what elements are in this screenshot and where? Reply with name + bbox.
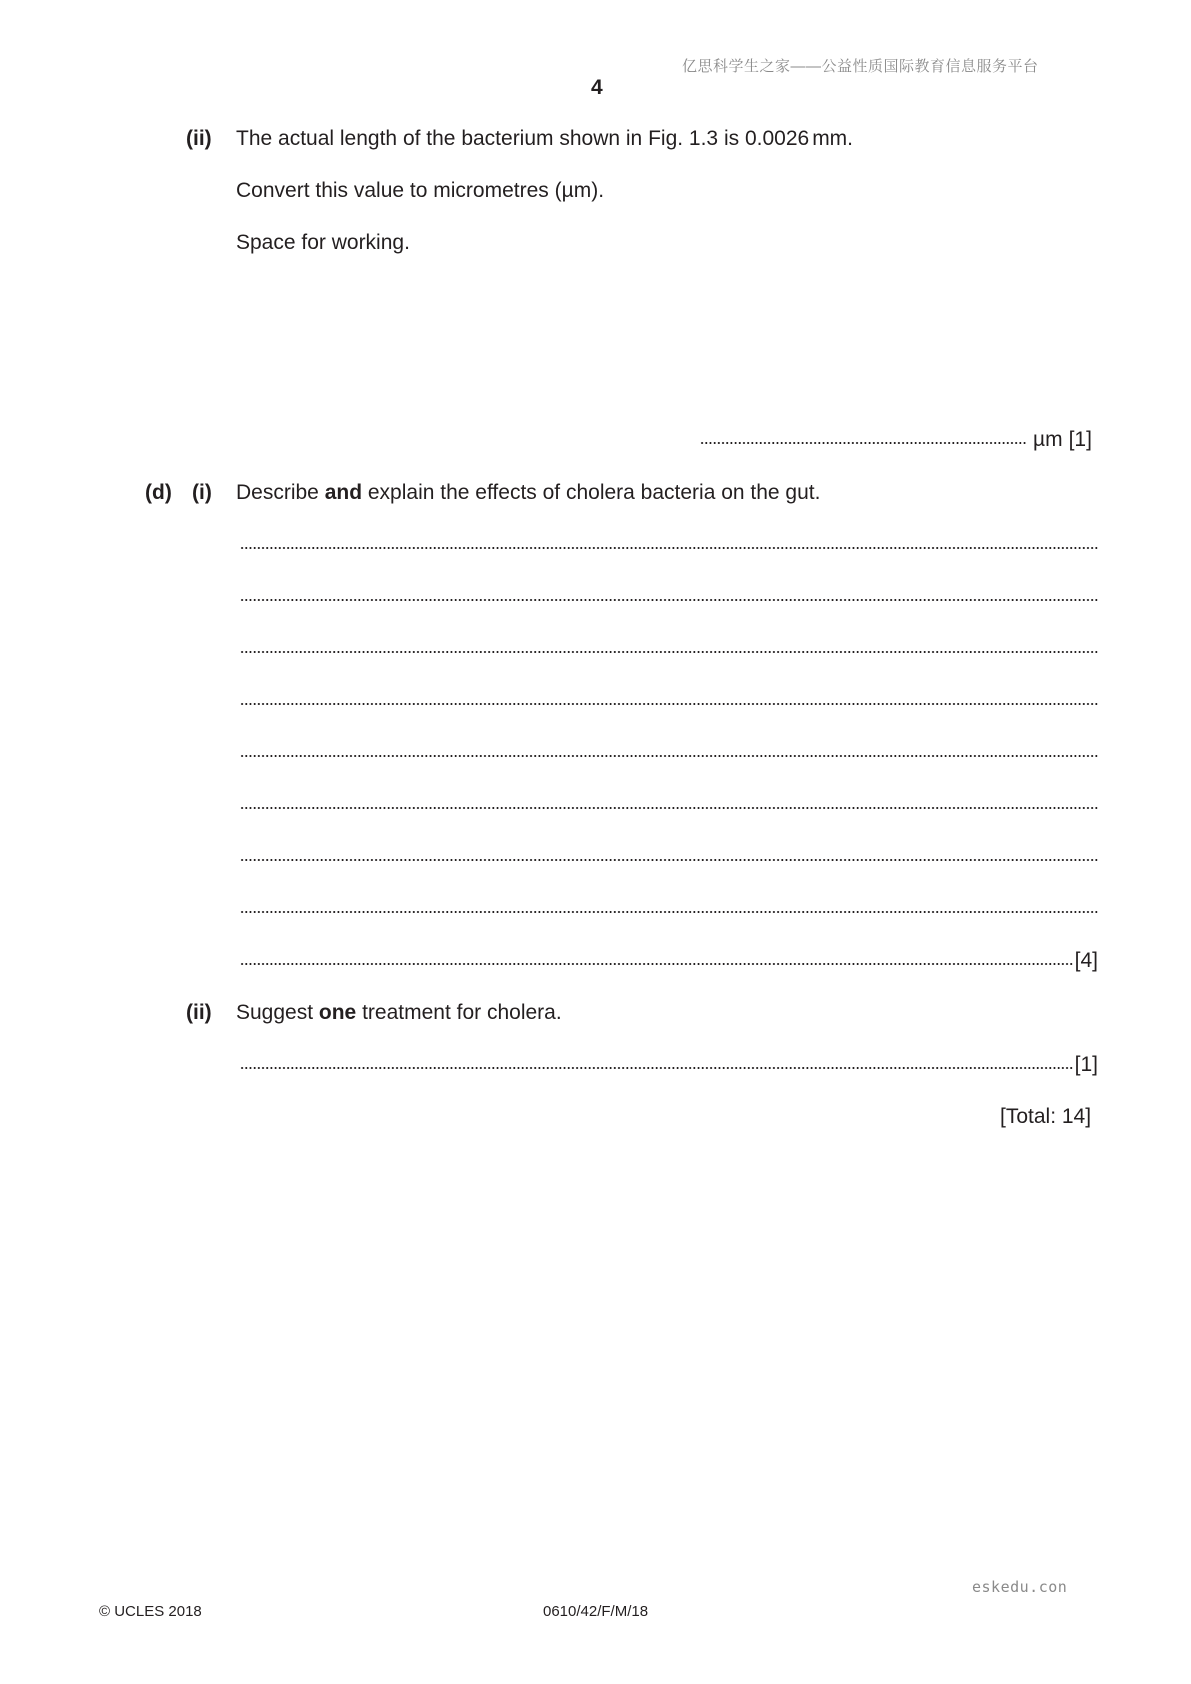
header-watermark: 亿思科学生之家——公益性质国际教育信息服务平台 — [682, 58, 1039, 75]
question-label-d-ii: (ii) — [186, 1001, 212, 1024]
answer-line-d-i-6[interactable] — [240, 792, 1098, 818]
question-text-line1 — [236, 126, 853, 152]
prompt-after: treatment for cholera. — [356, 1001, 562, 1024]
prompt-bold: one — [318, 1001, 357, 1024]
dotted-answer-space — [240, 545, 1098, 551]
paper-code: 0610/42/F/M/18 — [543, 1603, 649, 1620]
dotted-answer-space — [700, 440, 1027, 446]
prompt-before: Describe — [236, 481, 325, 504]
question-d-ii-prompt — [236, 1000, 562, 1026]
answer-mark: [1] — [1074, 1053, 1098, 1076]
dotted-answer-space — [240, 649, 1098, 655]
footer-watermark: eskedu.con — [972, 1578, 1068, 1596]
prompt-after: explain the effects of cholera bacteria on the gut. — [362, 481, 821, 504]
answer-line-micrometres[interactable] — [700, 427, 1098, 453]
answer-line-d-i-4[interactable] — [240, 688, 1098, 714]
answer-mark: [1] — [1068, 428, 1092, 451]
copyright: © UCLES 2018 — [99, 1603, 202, 1620]
line1-unit: mm. — [812, 127, 854, 150]
answer-line-d-i-5[interactable] — [240, 740, 1098, 766]
answer-line-d-i-7[interactable] — [240, 844, 1098, 870]
total-marks: [Total: 14] — [1000, 1105, 1092, 1128]
question-text-line2: Convert this value to micrometres (µm). — [236, 179, 605, 202]
answer-line-d-i-8[interactable] — [240, 896, 1098, 922]
dotted-answer-space — [240, 805, 1098, 811]
answer-line-d-i-2[interactable] — [240, 584, 1098, 610]
answer-mark: [4] — [1074, 949, 1098, 972]
question-d-i-prompt — [236, 480, 820, 506]
working-space-label: Space for working. — [236, 231, 410, 254]
page-number: 4 — [591, 76, 603, 99]
dotted-answer-space — [240, 857, 1098, 863]
answer-line-d-i-3[interactable] — [240, 636, 1098, 662]
part-label-d: (d) — [145, 481, 172, 504]
dotted-answer-space — [240, 701, 1098, 707]
answer-line-d-i-1[interactable] — [240, 532, 1098, 558]
prompt-bold: and — [324, 481, 363, 504]
dotted-answer-space — [240, 597, 1098, 603]
question-label-i: (i) — [192, 481, 212, 504]
line1-prefix: The actual length of the bacterium shown in Fig. 1.3 is 0.0026 — [236, 127, 810, 150]
answer-line-d-ii[interactable] — [240, 1052, 1098, 1078]
dotted-answer-space — [240, 909, 1098, 915]
question-label-ii: (ii) — [186, 127, 212, 150]
dotted-answer-space — [240, 961, 1074, 967]
dotted-answer-space — [240, 1065, 1074, 1071]
prompt-before: Suggest — [236, 1001, 319, 1024]
answer-unit: µm — [1033, 428, 1063, 451]
answer-line-d-i-9[interactable] — [240, 948, 1098, 974]
dotted-answer-space — [240, 753, 1098, 759]
